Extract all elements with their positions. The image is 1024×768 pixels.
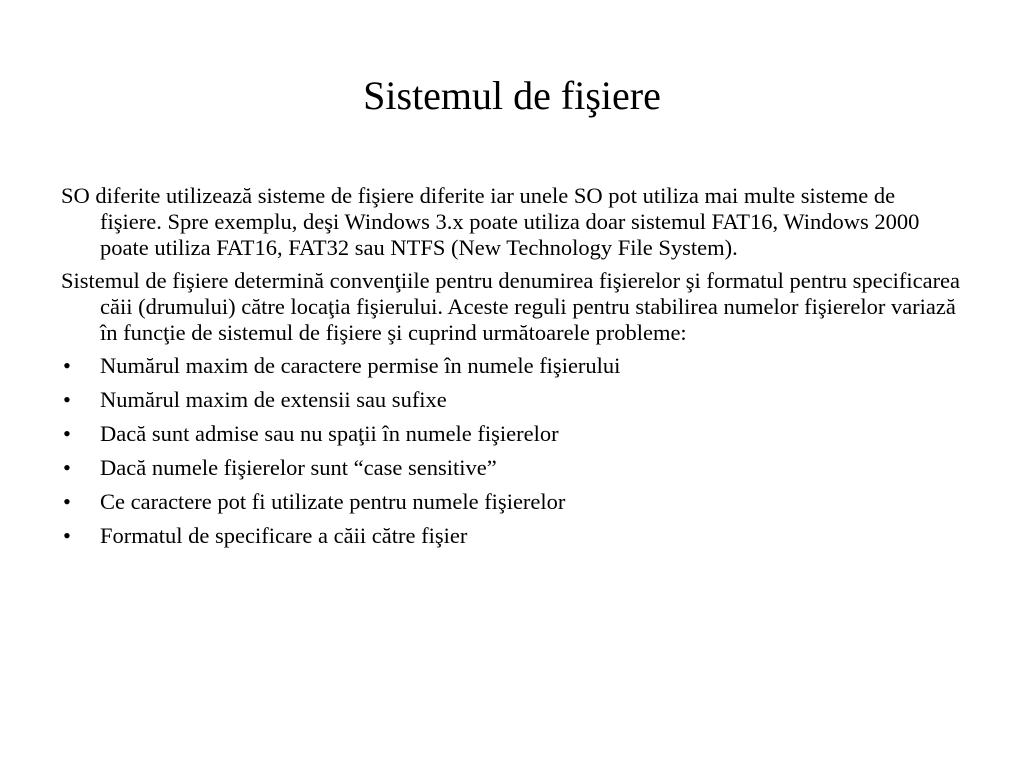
bullet-item	[61, 489, 961, 515]
bullet-list	[61, 353, 961, 549]
bullet-icon: •	[63, 387, 71, 412]
bullet-item	[61, 523, 961, 549]
bullet-item	[61, 387, 961, 413]
bullet-icon: •	[63, 489, 71, 514]
bullet-text: Ce caractere pot fi utilizate pentru numele fişierelor	[100, 489, 566, 514]
bullet-icon: •	[63, 353, 71, 378]
bullet-text: Formatul de specificare a căii către fişier	[100, 523, 468, 548]
slide-title: Sistemul de fişiere	[363, 73, 661, 118]
bullet-icon: •	[63, 455, 71, 480]
body-paragraph: SO diferite utilizează sisteme de fişiere diferite iar unele SO pot utiliza mai multe sisteme de fişiere. Spre exemplu, deşi Windows 3.x poate utiliza doar sistemul FAT16, Windows 2000 poate utiliza FAT16, FAT32 sau NTFS (New Technology File System).	[61, 183, 920, 260]
bullet-item	[61, 455, 961, 481]
body-paragraph: Sistemul de fişiere determină convenţiile pentru denumirea fişierelor şi formatul pentru specificarea căii (drumului) către locaţia fişierului. Aceste reguli pentru stabilirea numelor fişierelor variază în funcţie de sistemul de fişiere şi cuprind următoarele probleme:	[61, 268, 961, 345]
bullet-text: Numărul maxim de extensii sau sufixe	[100, 387, 447, 412]
bullet-item	[61, 421, 961, 447]
bullet-icon: •	[63, 421, 71, 446]
bullet-text: Dacă numele fişierelor sunt “case sensitive”	[100, 455, 497, 480]
bullet-item	[61, 353, 961, 379]
bullet-text: Numărul maxim de caractere permise în numele fişierului	[100, 353, 621, 378]
bullet-icon: •	[63, 523, 71, 548]
bullet-text: Dacă sunt admise sau nu spaţii în numele fişierelor	[100, 421, 559, 446]
slide-body	[61, 183, 961, 557]
